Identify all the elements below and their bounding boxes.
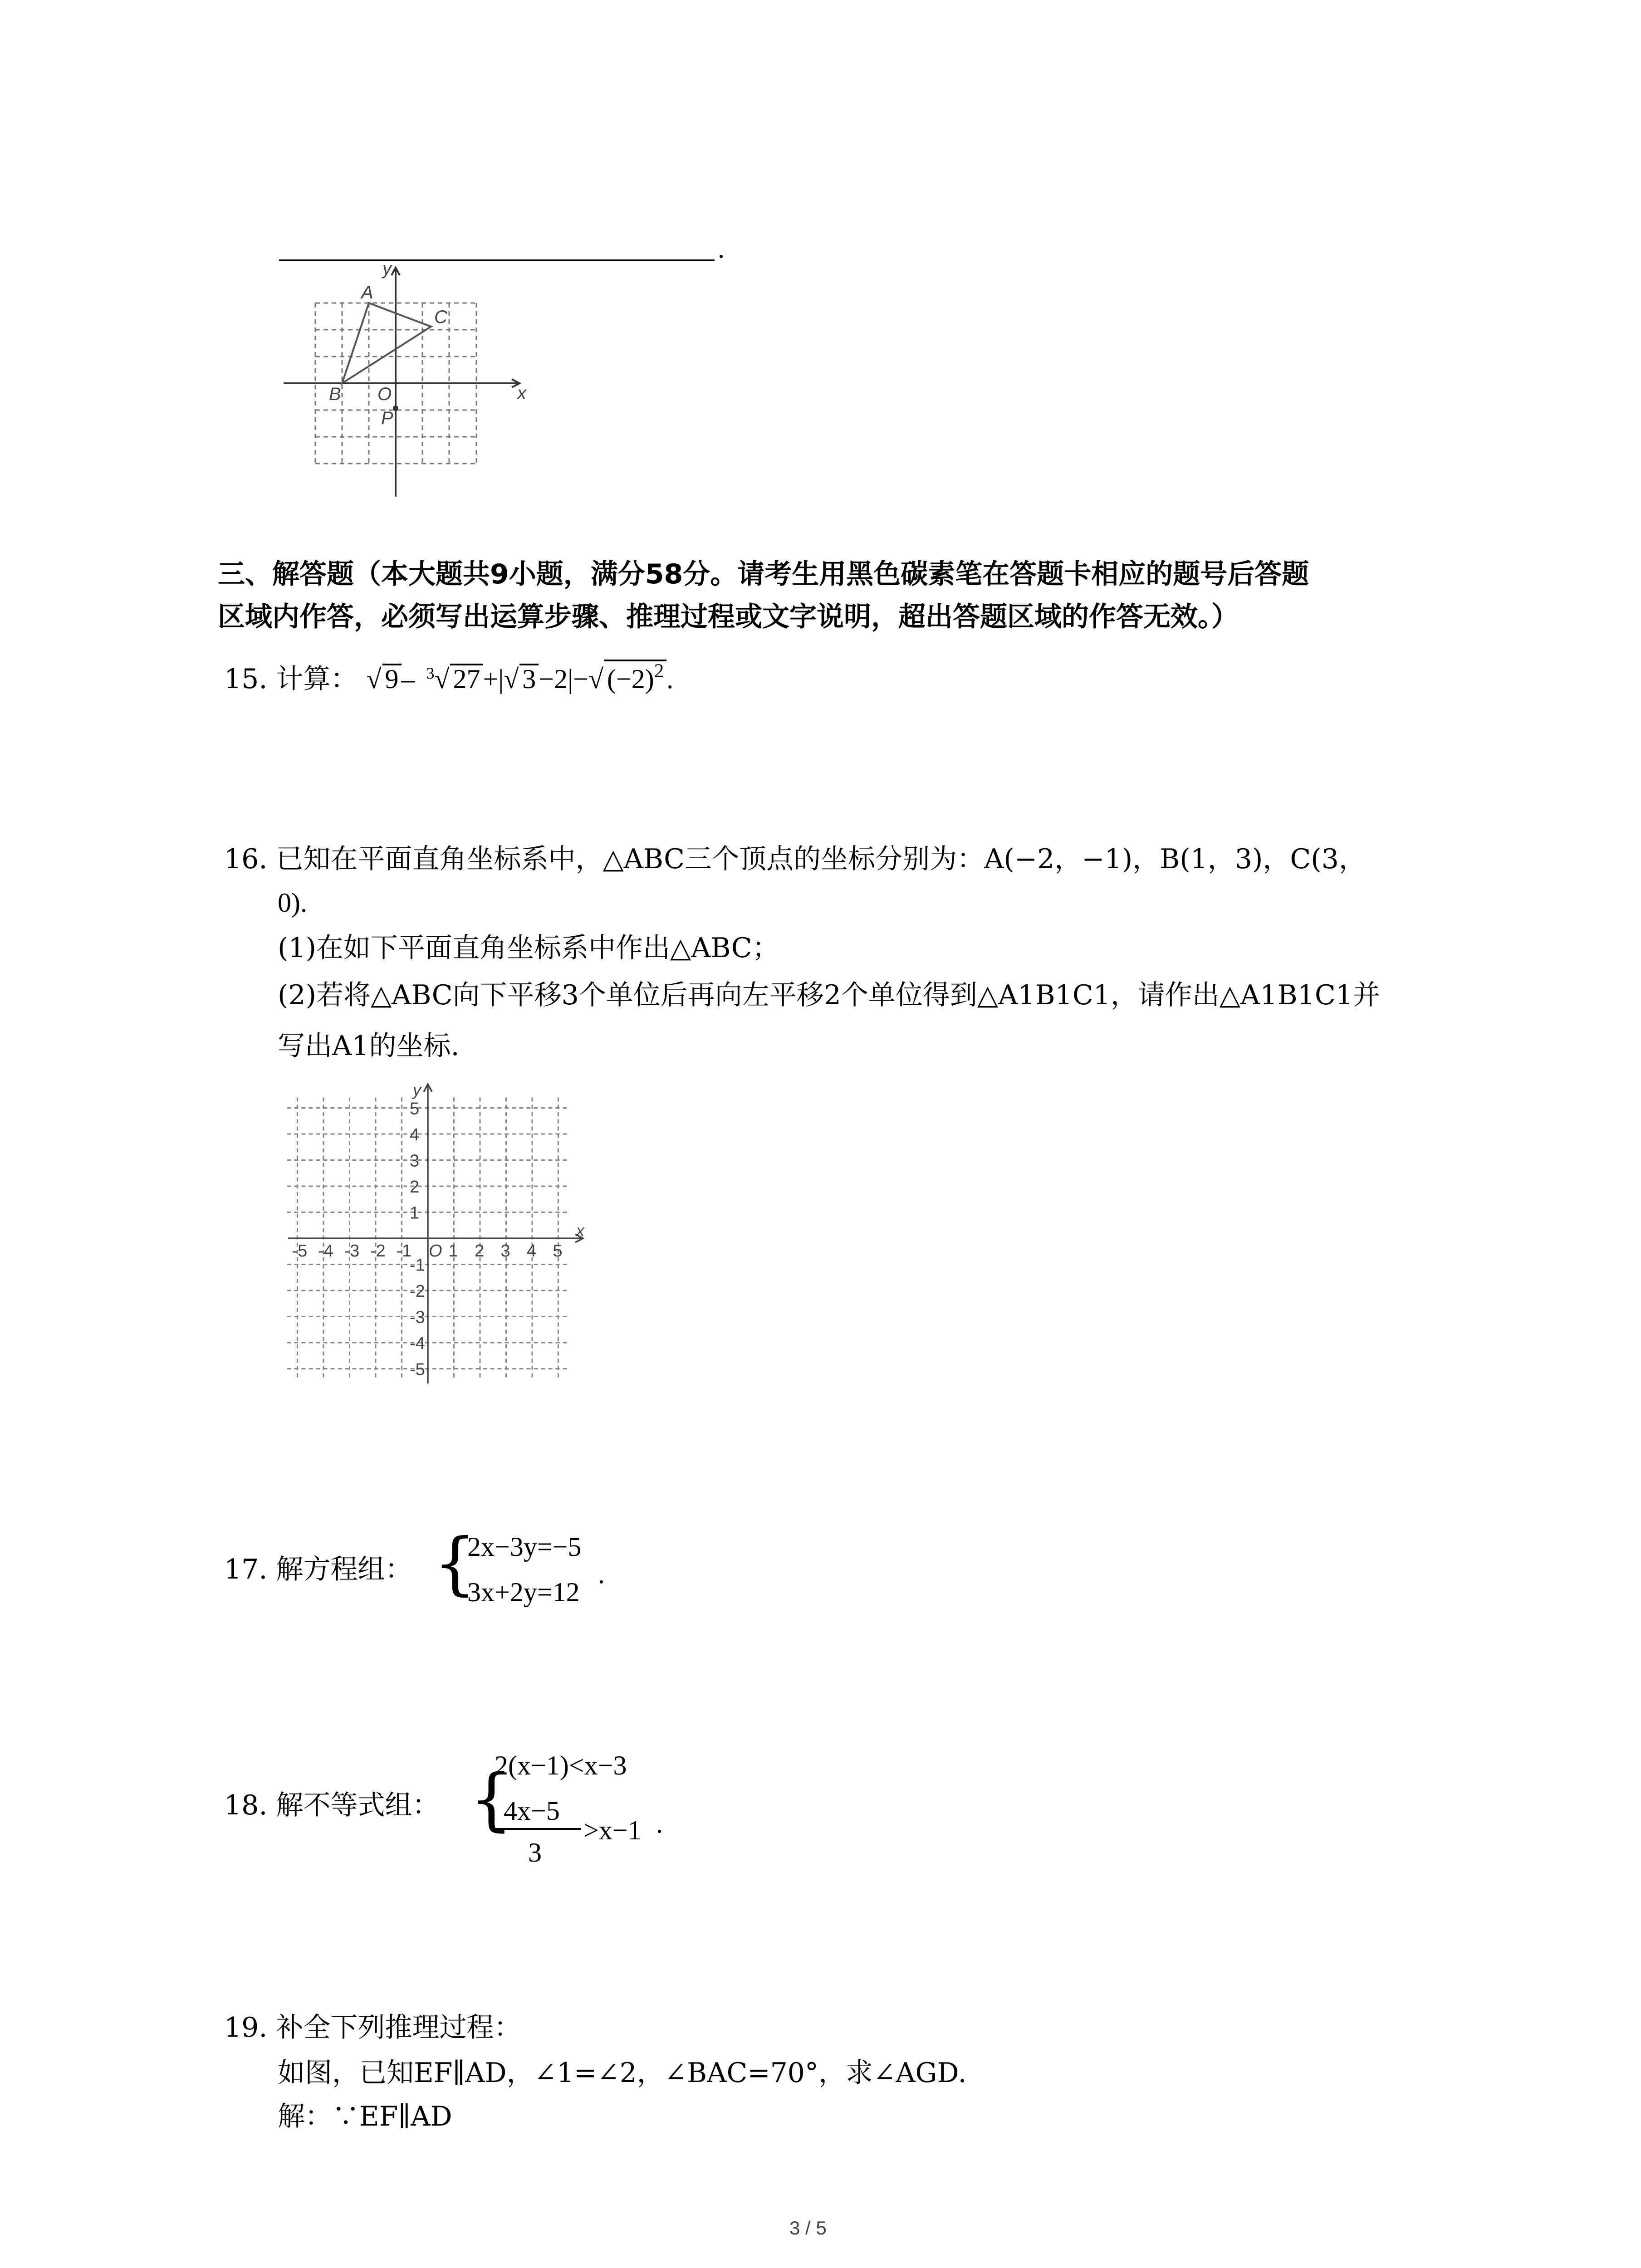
q18-numerator: 4x−5 xyxy=(504,1796,560,1826)
grid16-y-tick: 2 xyxy=(410,1178,420,1197)
section3-heading-line1: 三、解答题（本大题共9小题，满分58分。请考生用黑色碳素笔在答题卡相应的题号后答题 xyxy=(218,558,1309,590)
grid16-x-tick: 3 xyxy=(500,1242,510,1261)
q17-brace: { xyxy=(433,1524,477,1603)
grid16-x-tick: -4 xyxy=(318,1242,333,1261)
q15-abs-close: −2|− xyxy=(539,664,588,694)
q17-eq2: 3x+2y=12 xyxy=(467,1577,580,1607)
fig14-point-a: A xyxy=(361,283,373,303)
q16-line2: 0). xyxy=(278,888,307,918)
q15-cube-index: 3 xyxy=(426,664,435,682)
q16-number: 16. xyxy=(224,843,268,875)
q18-fraction-bar xyxy=(495,1828,581,1830)
q16-line1 xyxy=(224,843,1366,875)
q18-ineq1: 2(x−1)<x−3 xyxy=(495,1750,627,1780)
q18-number: 18. xyxy=(224,1789,268,1821)
q19-number: 19. xyxy=(224,2012,268,2043)
q17-prompt: 解方程组： xyxy=(276,1554,412,1585)
grid16-y-tick: -5 xyxy=(410,1360,425,1379)
grid16-x-tick: -5 xyxy=(292,1242,308,1261)
grid16-y-tick: 4 xyxy=(410,1125,420,1144)
grid16-y-tick: 5 xyxy=(410,1099,420,1119)
grid16-y-tick: -3 xyxy=(410,1308,425,1327)
grid16-x-tick: -2 xyxy=(370,1242,386,1261)
q15-sqrt9: 9 xyxy=(382,664,402,693)
q17-number: 17. xyxy=(224,1554,268,1585)
q16-part2: (2)若将△ABC向下平移3个单位后再向左平移2个单位得到△A1B1C1，请作出△A1B1C1并 xyxy=(278,979,1380,1011)
q17-end: . xyxy=(598,1559,605,1589)
q19-text-line1: 补全下列推理过程： xyxy=(276,2012,521,2043)
fig14-x-label: x xyxy=(517,383,526,403)
q17-label xyxy=(224,1556,412,1583)
q16-part1: (1)在如下平面直角坐标系中作出△ABC； xyxy=(278,932,779,964)
q15-minus: – xyxy=(401,664,415,694)
q15 xyxy=(224,660,673,693)
q18-prompt: 解不等式组： xyxy=(276,1789,440,1821)
q18-denominator: 3 xyxy=(528,1838,542,1867)
page-number: 3 / 5 xyxy=(789,2217,827,2239)
q15-expression: √ 9 – $^3$√ 27 +|√ 3 −2|−√ $(-2)^2$ . xyxy=(366,660,674,694)
grid16-y-tick: 3 xyxy=(410,1151,420,1171)
q18-label xyxy=(224,1789,440,1821)
grid16-x-tick: -1 xyxy=(396,1242,412,1261)
fig14-point-c: C xyxy=(434,307,447,327)
q18-end: . xyxy=(656,1809,663,1838)
grid16-x-label: x xyxy=(576,1221,584,1240)
fig14-y-label: y xyxy=(382,259,392,279)
grid16-x-tick: 5 xyxy=(553,1242,563,1261)
grid16-x-tick: -3 xyxy=(344,1242,360,1261)
grid16-y-tick: -4 xyxy=(410,1334,425,1353)
q15-sqrt3: 3 xyxy=(519,664,539,693)
fig14-point-p: P xyxy=(381,408,393,428)
q15-abs-open: +| xyxy=(483,664,504,694)
q16-part2-cont: 写出A1的坐标. xyxy=(278,1030,460,1062)
q15-prompt: 计算： xyxy=(276,663,358,695)
answer-period: . xyxy=(718,234,725,264)
grid16-y-tick: -2 xyxy=(410,1282,425,1301)
grid16-x-tick: 1 xyxy=(448,1242,458,1261)
q16-text-line1: 已知在平面直角坐标系中，△ABC三个顶点的坐标分别为：A(−2，−1)，B(1，3)，C(3， xyxy=(276,843,1366,875)
q15-end: . xyxy=(666,664,674,694)
section3-heading-line2: 区域内作答，必须写出运算步骤、推理过程或文字说明，超出答题区域的作答无效。） xyxy=(218,601,1239,633)
grid16-x-tick: 4 xyxy=(527,1242,537,1261)
fig14-point-b: B xyxy=(329,384,341,404)
grid16-y-tick: -1 xyxy=(410,1256,425,1275)
q14-figure xyxy=(272,259,535,503)
q19-line3: 解：∵EF∥AD xyxy=(278,2101,452,2132)
q15-number: 15. xyxy=(224,663,268,695)
fig14-origin: O xyxy=(377,384,392,404)
q19-line1 xyxy=(224,2014,521,2041)
q15-sqrt-neg2-sq: $(-2)^2$ xyxy=(604,660,666,693)
q15-cbrt27: 27 xyxy=(450,664,483,693)
grid16-x-tick: 2 xyxy=(475,1242,485,1261)
grid16-y-label: y xyxy=(413,1080,421,1099)
q19-line2: 如图，已知EF∥AD，∠1=∠2，∠BAC=70°，求∠AGD. xyxy=(278,2057,967,2089)
q18-brace: { xyxy=(470,1760,513,1839)
q17-eq1: 2x−3y=−5 xyxy=(467,1532,582,1562)
grid16-origin: O xyxy=(429,1242,442,1261)
q16-coordinate-grid xyxy=(281,1080,594,1393)
q18-ineq2-rhs: >x−1 xyxy=(583,1815,642,1845)
grid16-y-tick: 1 xyxy=(410,1203,420,1223)
